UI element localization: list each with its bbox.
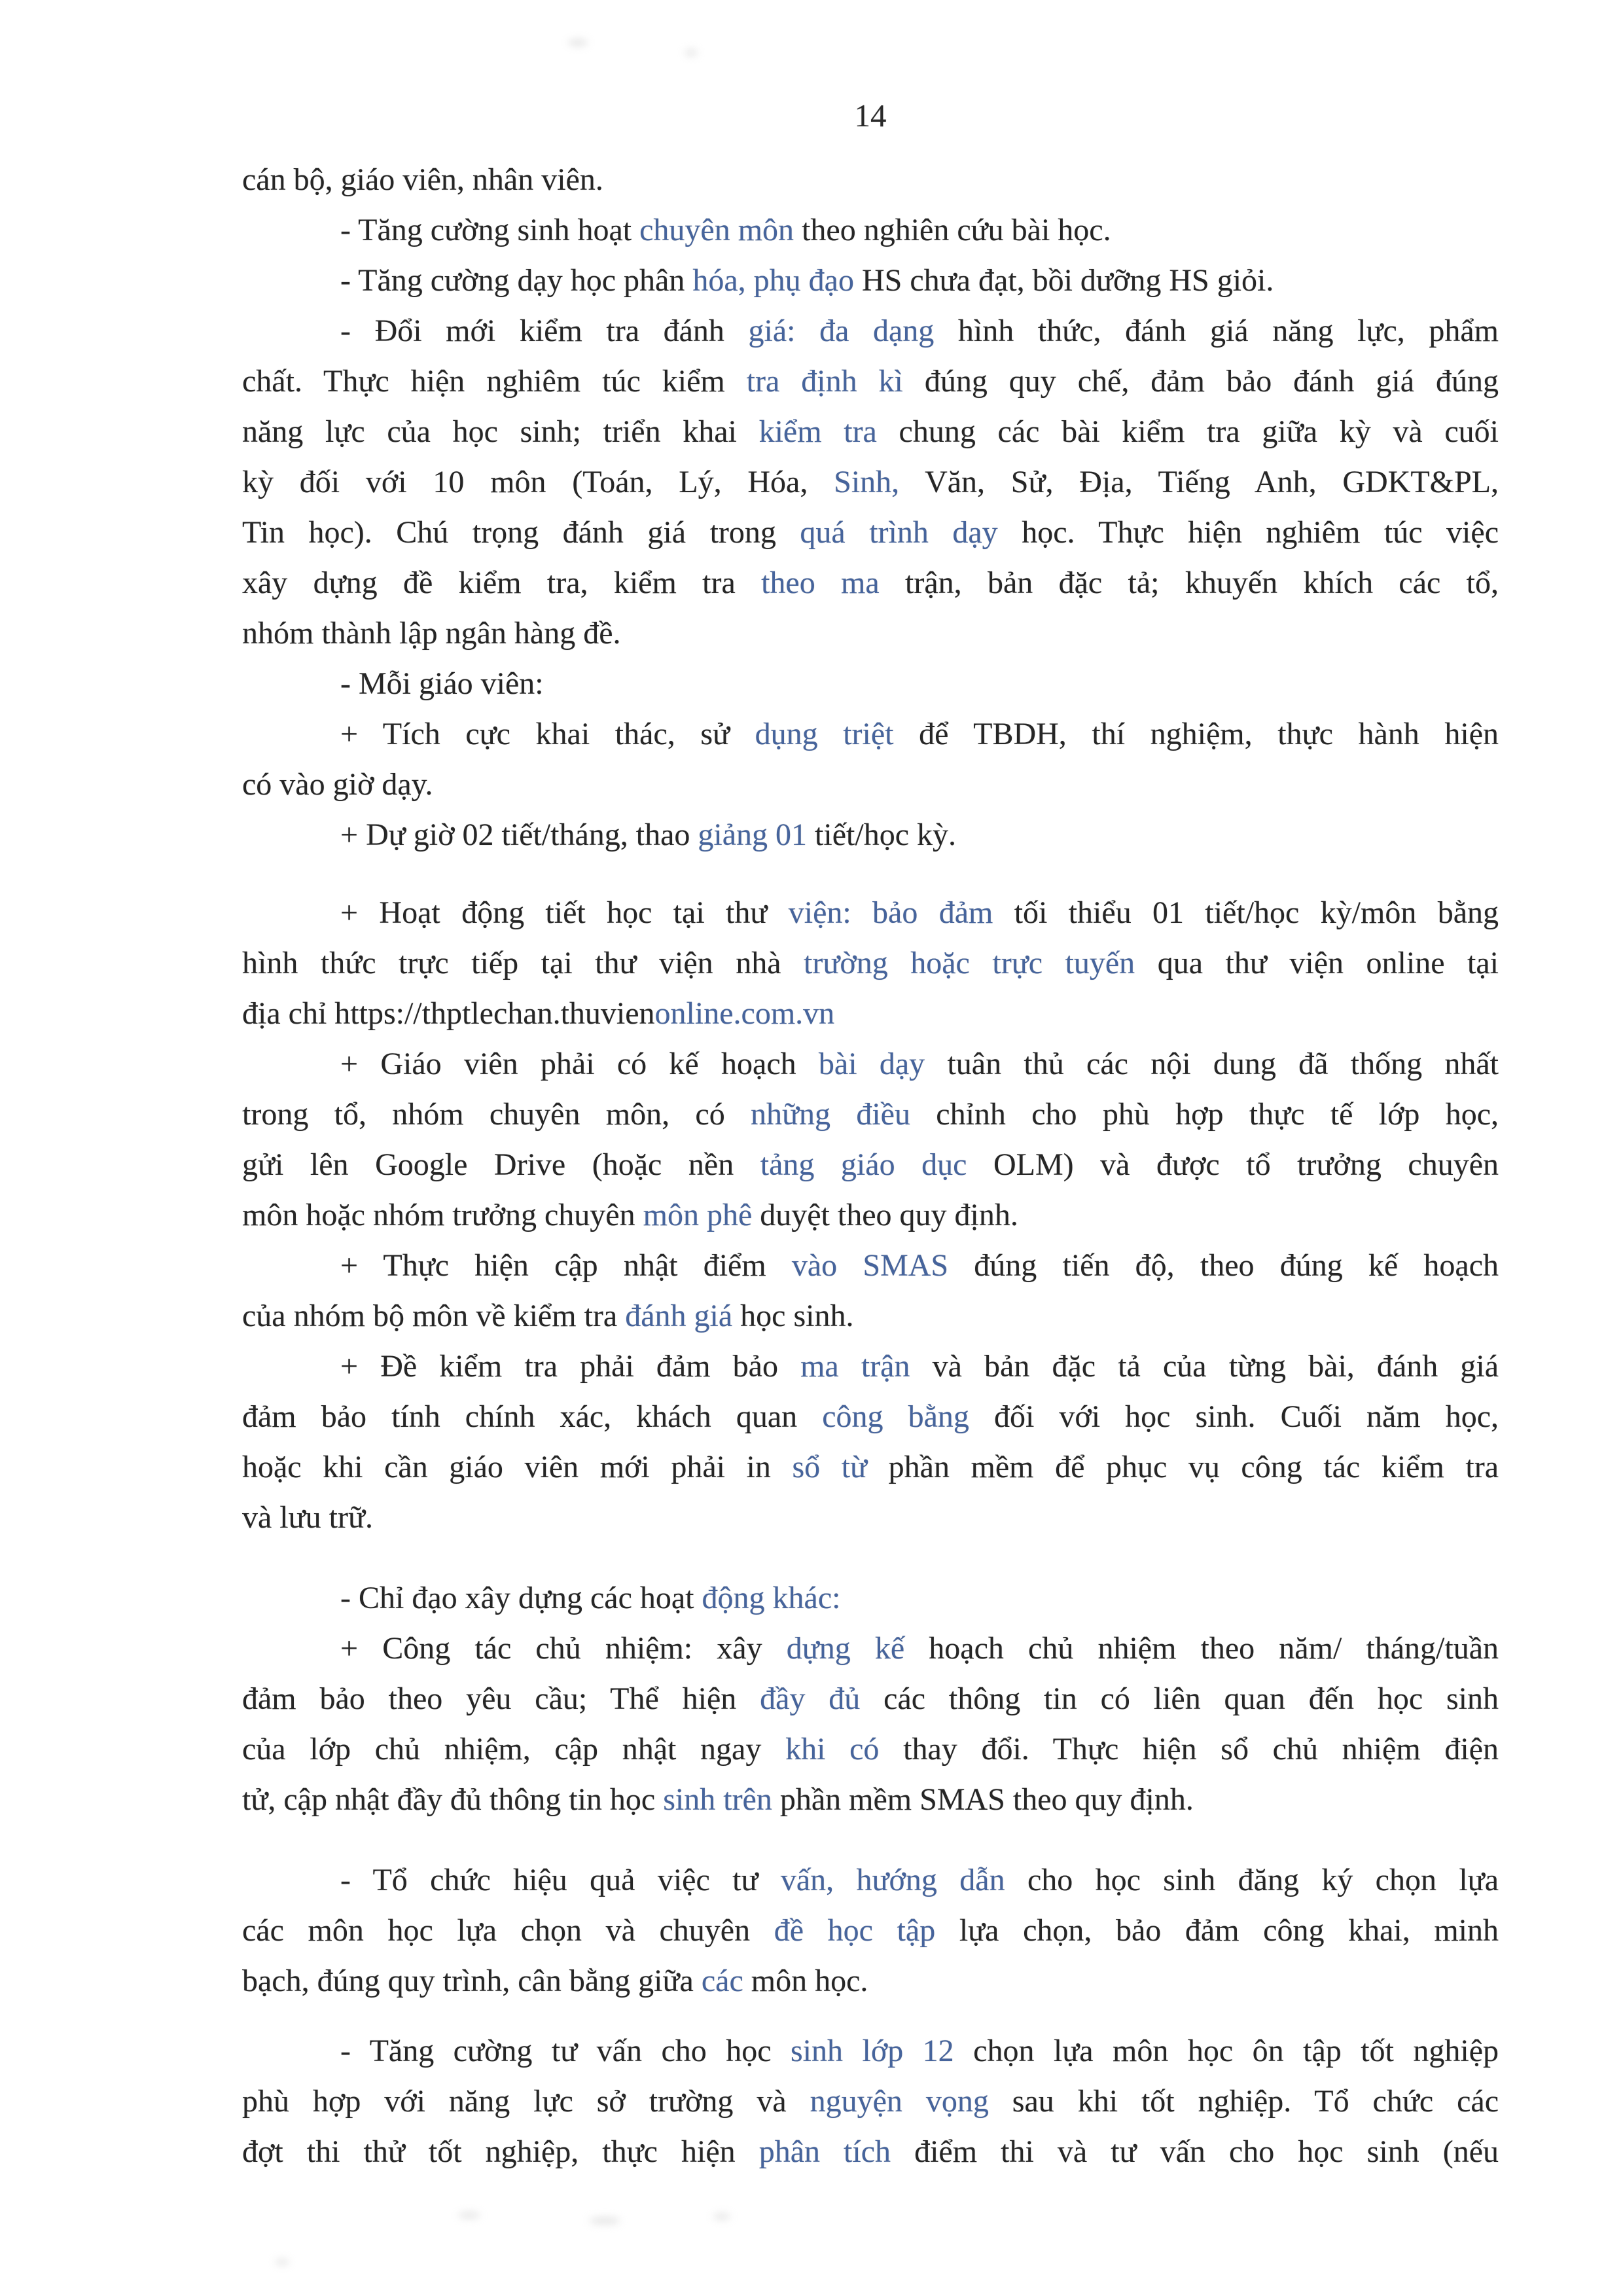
text-segment: + Tích cực khai thác, sử <box>340 717 755 751</box>
text-line <box>242 558 1499 608</box>
text-segment: tuân thủ các nội dung đã thống nhất <box>925 1047 1499 1081</box>
text-segment: Tin học). Chú trọng đánh giá trong <box>242 515 800 550</box>
scan-artifact <box>589 2217 620 2224</box>
text-line <box>242 988 1499 1039</box>
text-segment: môn hoặc nhóm trưởng chuyên <box>242 1198 643 1232</box>
text-segment: hoặc khi cần giáo viên mới phải in <box>242 1450 793 1484</box>
text-segment: + Dự giờ 02 tiết/tháng, thao <box>340 817 698 852</box>
text-segment: phần mềm để phục vụ công tác kiểm tra <box>867 1450 1499 1484</box>
text-segment: OLM) và được tổ trưởng chuyên <box>967 1147 1499 1182</box>
text-segment: các môn học lựa chọn và chuyên <box>242 1913 774 1948</box>
text-line <box>242 888 1499 938</box>
text-segment: thay đổi. Thực hiện sổ chủ nhiệm điện <box>879 1732 1499 1767</box>
tinted-text-segment: online.com.vn <box>654 996 835 1031</box>
tinted-text-segment: công bằng <box>822 1399 969 1434</box>
text-segment: và lưu trữ. <box>242 1500 373 1535</box>
text-segment: của nhóm bộ môn về kiểm tra <box>242 1299 626 1333</box>
text-line <box>242 658 1499 709</box>
text-segment: chung các bài kiểm tra giữa kỳ và cuối <box>876 414 1499 449</box>
text-segment: lựa chọn, bảo đảm công khai, minh <box>935 1913 1499 1948</box>
text-line <box>242 709 1499 759</box>
tinted-text-segment: kiểm tra <box>758 414 877 449</box>
page-number: 14 <box>854 98 887 134</box>
tinted-text-segment: những điều <box>751 1097 910 1132</box>
text-segment: của lớp chủ nhiệm, cập nhật ngay <box>242 1732 786 1767</box>
text-line <box>242 1089 1499 1139</box>
text-segment: phù hợp với năng lực sở trường và <box>242 2084 810 2119</box>
text-segment: phần mềm SMAS theo quy định. <box>772 1782 1194 1817</box>
tinted-text-segment: đánh giá <box>625 1299 733 1333</box>
text-segment: bạch, đúng quy trình, cân bằng giữa <box>242 1964 702 1998</box>
tinted-text-segment: hóa, phụ đạo <box>692 263 854 298</box>
text-segment: môn học. <box>743 1964 868 1998</box>
scan-artifact <box>275 2259 289 2265</box>
text-segment: các thông tin có liên quan đến học sinh <box>860 1681 1499 1716</box>
tinted-text-segment: vấn, hướng dẫn <box>780 1863 1005 1897</box>
text-segment: nhóm thành lập ngân hàng đề. <box>242 616 621 651</box>
text-segment: + Hoạt động tiết học tại thư <box>340 895 789 930</box>
tinted-text-segment: đầy đủ <box>760 1681 861 1716</box>
text-segment: điểm thi và tư vấn cho học sinh (nếu <box>891 2134 1499 2169</box>
text-segment: đảm bảo theo yêu cầu; Thể hiện <box>242 1681 760 1716</box>
text-segment: năng lực của học sinh; triển khai <box>242 414 759 449</box>
text-segment: HS chưa đạt, bồi dưỡng HS giỏi. <box>853 263 1274 298</box>
text-line <box>242 1341 1499 1391</box>
tinted-text-segment: giá: đa dạng <box>748 314 935 348</box>
text-line <box>242 255 1499 306</box>
tinted-text-segment: các <box>701 1964 743 1998</box>
text-segment: và bản đặc tả của từng bài, đánh giá <box>910 1349 1499 1384</box>
text-segment: đúng tiến độ, theo đúng kế hoạch <box>948 1248 1499 1283</box>
tinted-text-segment: động khác: <box>702 1581 841 1615</box>
scan-artifact <box>458 2212 480 2218</box>
text-segment: - Tăng cường dạy học phân <box>340 263 693 298</box>
text-line <box>242 1240 1499 1291</box>
text-line <box>242 2026 1499 2076</box>
text-segment: cho học sinh đăng ký chọn lựa <box>1005 1863 1499 1897</box>
text-segment: đợt thi thử tốt nghiệp, thực hiện <box>242 2134 759 2169</box>
text-segment: - Mỗi giáo viên: <box>340 666 544 701</box>
text-segment: địa chỉ https://thptlechan.thuvien <box>242 996 655 1031</box>
text-line <box>242 1623 1499 1674</box>
tinted-text-segment: quá trình dạy <box>800 515 998 550</box>
text-line <box>242 1291 1499 1341</box>
text-segment: theo nghiên cứu bài học. <box>794 213 1111 247</box>
text-segment: để TBDH, thí nghiệm, thực hành hiện <box>893 717 1499 751</box>
text-segment: cán bộ, giáo viên, nhân viên. <box>242 162 603 197</box>
text-segment: hoạch chủ nhiệm theo năm/ tháng/tuần <box>904 1631 1499 1666</box>
tinted-text-segment: tra định kì <box>746 364 903 399</box>
tinted-text-segment: khi có <box>785 1732 880 1767</box>
text-line <box>242 457 1499 507</box>
text-segment: Văn, Sử, Địa, Tiếng Anh, GDKT&PL, <box>899 465 1499 499</box>
text-line <box>242 154 1499 205</box>
text-line <box>242 1905 1499 1956</box>
text-segment: xây dựng đề kiểm tra, kiểm tra <box>242 565 762 600</box>
text-line <box>242 2076 1499 2126</box>
tinted-text-segment: dụng triệt <box>755 717 894 751</box>
text-line <box>242 1139 1499 1190</box>
text-line <box>242 1442 1499 1492</box>
tinted-text-segment: sổ từ <box>792 1450 868 1484</box>
text-segment: gửi lên Google Drive (hoặc nền <box>242 1147 760 1182</box>
tinted-text-segment: nguyện vọng <box>810 2084 989 2119</box>
text-line <box>242 1492 1499 1543</box>
tinted-text-segment: trường hoặc trực tuyến <box>804 946 1135 980</box>
text-segment: - Chỉ đạo xây dựng các hoạt <box>340 1581 702 1615</box>
text-line <box>242 306 1499 356</box>
text-segment: có vào giờ dạy. <box>242 767 433 802</box>
text-line <box>242 1855 1499 1905</box>
tinted-text-segment: chuyên môn <box>639 213 794 247</box>
document-body <box>242 154 1499 2177</box>
text-line <box>242 1391 1499 1442</box>
text-line <box>242 1674 1499 1724</box>
text-segment: tiết/học kỳ. <box>807 817 956 852</box>
text-segment: hình thức, đánh giá năng lực, phẩm <box>934 314 1499 348</box>
tinted-text-segment: tảng giáo dục <box>760 1147 967 1182</box>
text-segment: qua thư viện online tại <box>1135 946 1499 980</box>
text-segment: tử, cập nhật đầy đủ thông tin học <box>242 1782 664 1817</box>
tinted-text-segment: giảng 01 <box>698 817 808 852</box>
text-segment: hình thức trực tiếp tại thư viện nhà <box>242 946 804 980</box>
text-line <box>242 938 1499 988</box>
tinted-text-segment: theo ma <box>761 565 880 600</box>
tinted-text-segment: vào SMAS <box>791 1248 949 1283</box>
text-segment: + Công tác chủ nhiệm: xây <box>340 1631 787 1666</box>
text-segment: trong tổ, nhóm chuyên môn, có <box>242 1097 751 1132</box>
text-segment: - Tăng cường tư vấn cho học <box>340 2034 791 2068</box>
text-line <box>242 1774 1499 1825</box>
text-line <box>242 1039 1499 1089</box>
tinted-text-segment: ma trận <box>800 1349 910 1384</box>
text-line <box>242 1573 1499 1623</box>
tinted-text-segment: môn phê <box>643 1198 753 1232</box>
scan-artifact <box>568 39 588 46</box>
text-line <box>242 810 1499 860</box>
scan-artifact <box>685 50 698 56</box>
text-line <box>242 356 1499 406</box>
text-segment: + Đề kiểm tra phải đảm bảo <box>340 1349 801 1384</box>
text-segment: duyệt theo quy định. <box>752 1198 1018 1232</box>
tinted-text-segment: dựng kế <box>786 1631 905 1666</box>
tinted-text-segment: đề học tập <box>774 1913 936 1948</box>
text-line <box>242 2126 1499 2177</box>
text-segment: chất. Thực hiện nghiêm túc kiểm <box>242 364 747 399</box>
text-segment: kỳ đối với 10 môn (Toán, Lý, Hóa, <box>242 465 834 499</box>
text-segment: chỉnh cho phù hợp thực tế lớp học, <box>910 1097 1499 1132</box>
text-line <box>242 608 1499 658</box>
text-segment: + Giáo viên phải có kế hoạch <box>340 1047 819 1081</box>
text-line <box>242 507 1499 558</box>
text-segment: học sinh. <box>732 1299 854 1333</box>
tinted-text-segment: sinh trên <box>663 1782 772 1817</box>
text-segment: chọn lựa môn học ôn tập tốt nghiệp <box>954 2034 1499 2068</box>
text-segment: - Tổ chức hiệu quả việc tư <box>340 1863 781 1897</box>
text-segment: + Thực hiện cập nhật điểm <box>340 1248 792 1283</box>
text-line <box>242 1724 1499 1774</box>
tinted-text-segment: Sinh, <box>834 465 900 499</box>
text-segment: tối thiểu 01 tiết/học kỳ/môn bằng <box>993 895 1499 930</box>
text-segment: học. Thực hiện nghiêm túc việc <box>997 515 1499 550</box>
text-segment: trận, bản đặc tả; khuyến khích các tổ, <box>879 565 1499 600</box>
tinted-text-segment: phân tích <box>758 2134 891 2169</box>
text-segment: đảm bảo tính chính xác, khách quan <box>242 1399 823 1434</box>
text-line <box>242 205 1499 255</box>
text-line <box>242 1190 1499 1240</box>
text-line <box>242 759 1499 810</box>
text-segment: sau khi tốt nghiệp. Tổ chức các <box>988 2084 1499 2119</box>
text-segment: đúng quy chế, đảm bảo đánh giá đúng <box>902 364 1499 399</box>
text-line <box>242 406 1499 457</box>
tinted-text-segment: sinh lớp 12 <box>791 2034 954 2068</box>
text-segment: - Đổi mới kiểm tra đánh <box>340 314 749 348</box>
tinted-text-segment: viện: bảo đảm <box>788 895 993 930</box>
tinted-text-segment: bài dạy <box>818 1047 925 1081</box>
text-segment: - Tăng cường sinh hoạt <box>340 213 640 247</box>
text-line <box>242 1956 1499 2006</box>
text-segment: đối với học sinh. Cuối năm học, <box>969 1399 1499 1434</box>
scan-artifact <box>713 2214 730 2219</box>
